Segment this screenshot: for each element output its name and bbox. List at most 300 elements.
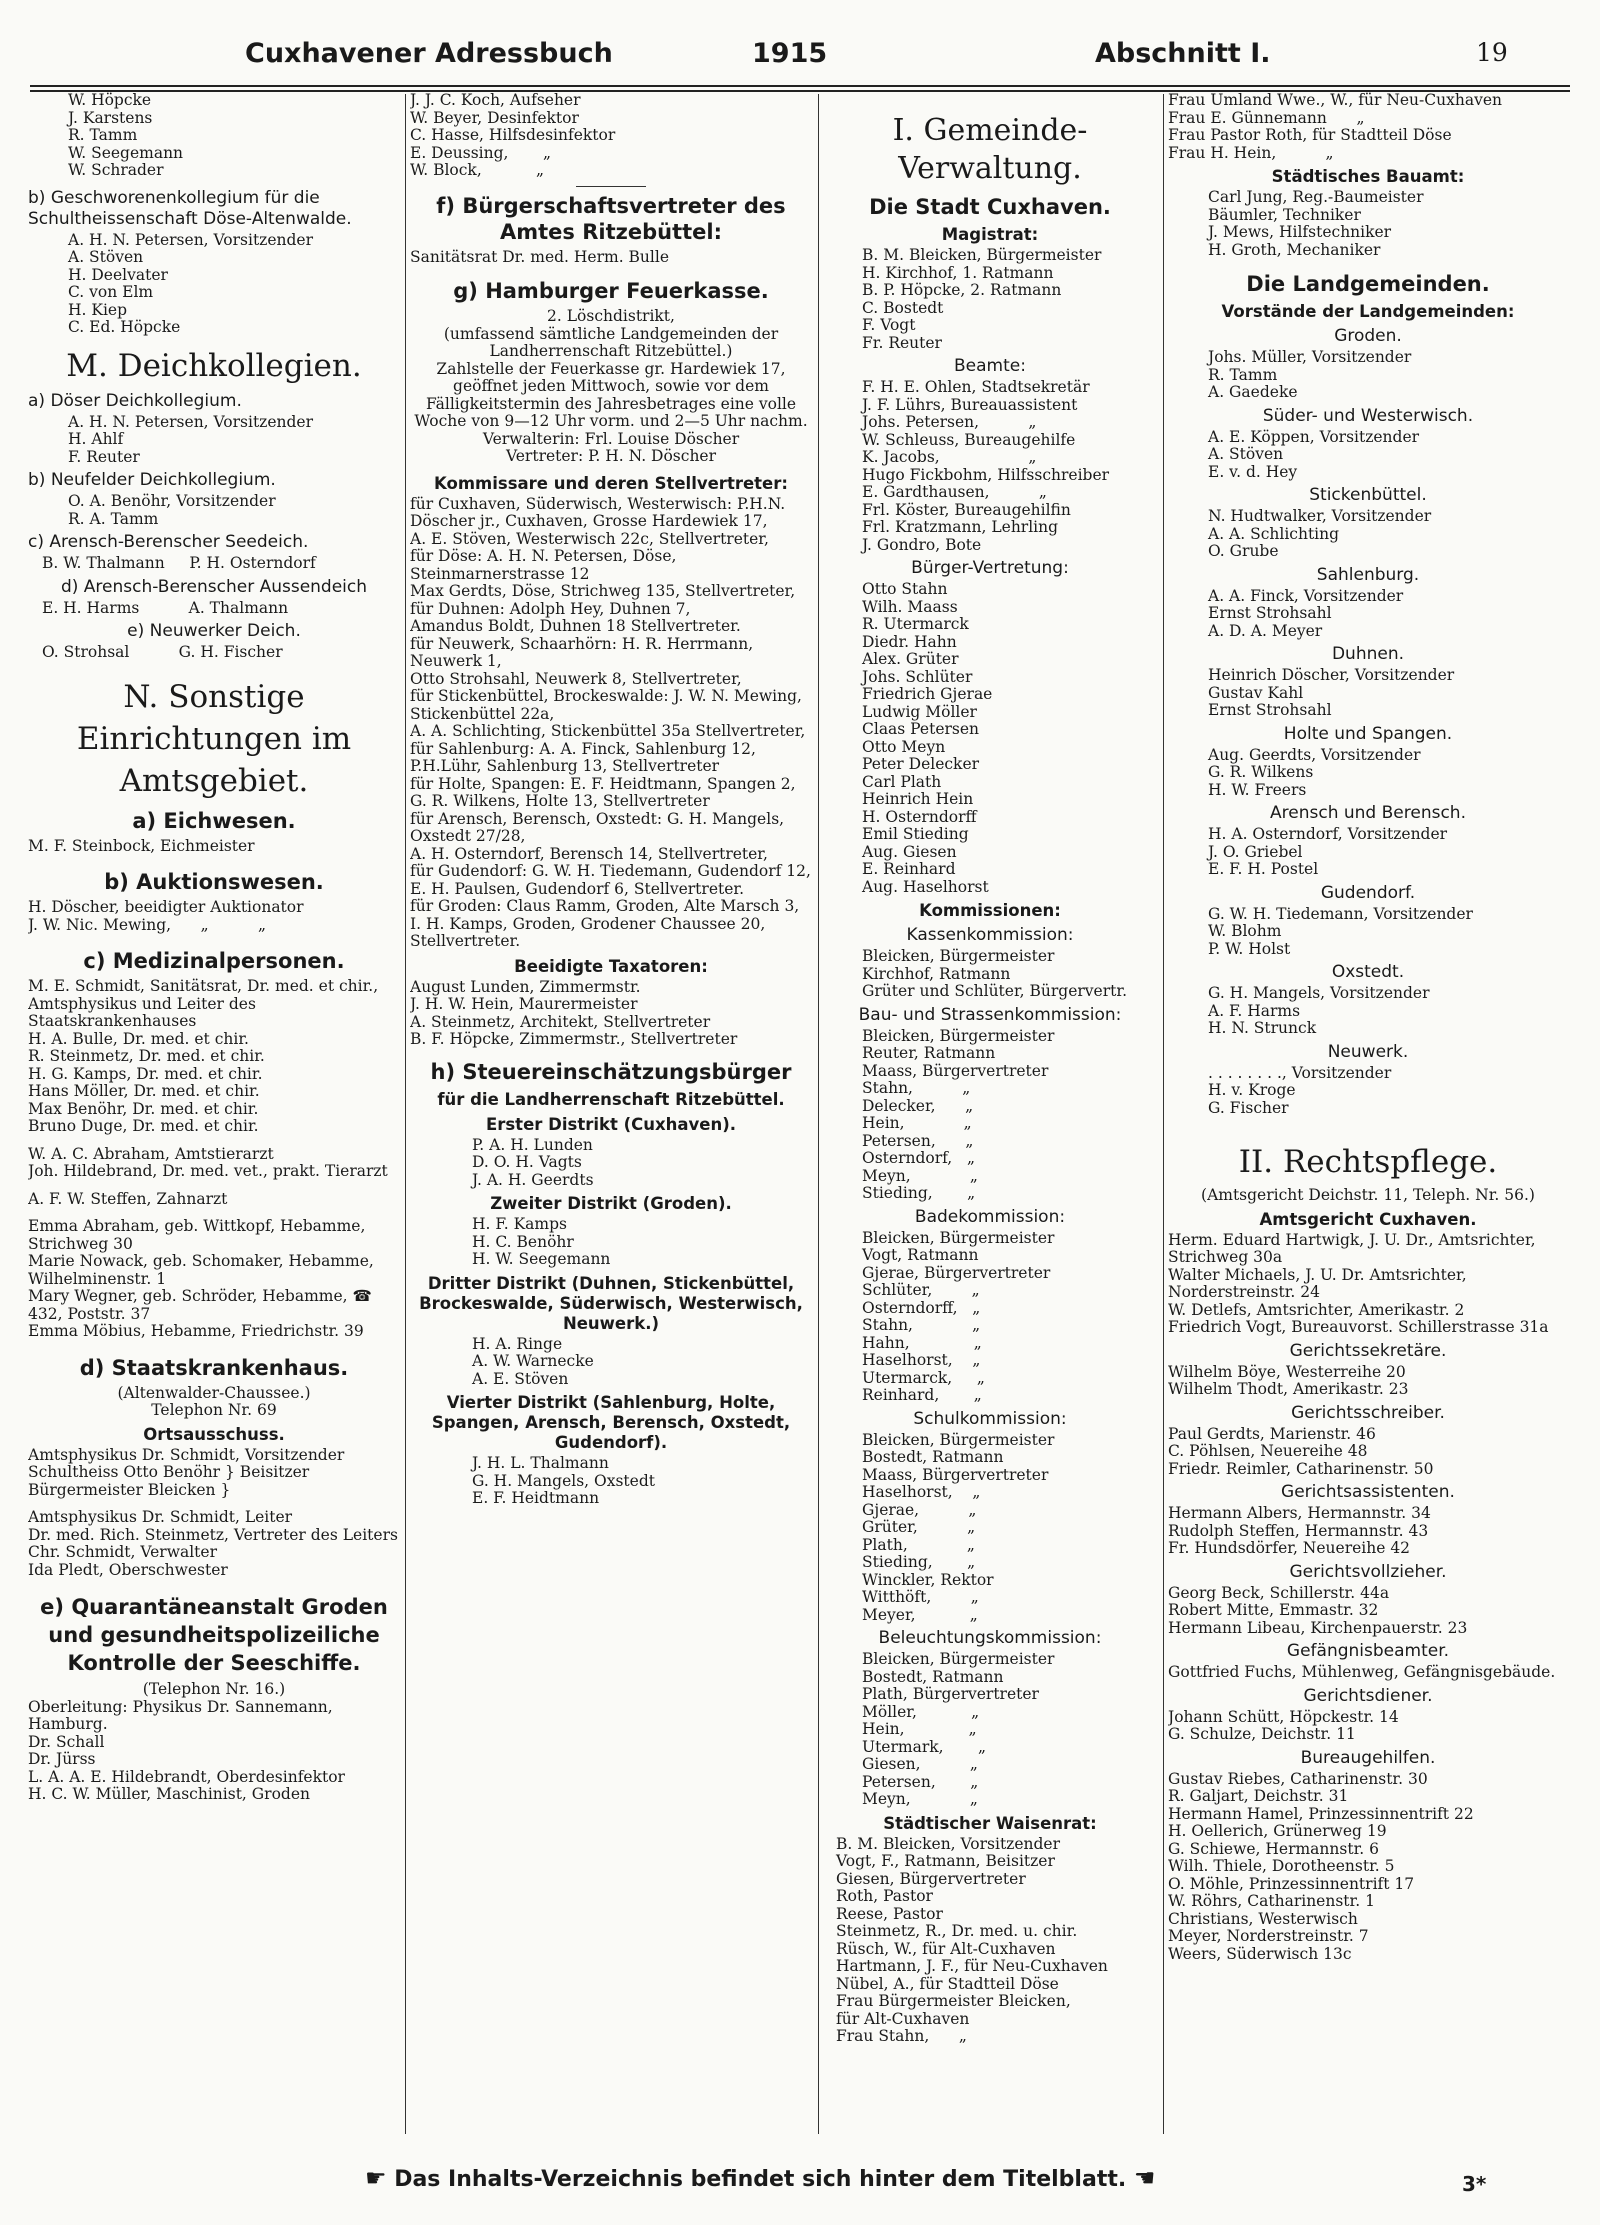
list-item: Fr. Hundsdörfer, Neuereihe 42 [1168, 1539, 1411, 1557]
subsection-title: Magistrat: [941, 225, 1039, 244]
list-item: A. E. Stöven, Westerwisch 22c, Stellvertreter, [410, 529, 769, 548]
list-item: Frl. Kratzmann, Lehrling [862, 518, 1059, 536]
list-item: Wilh. Thiele, Dorotheenstr. 5 [1168, 1857, 1395, 1875]
subsection-title: Städtisches Bauamt: [1271, 167, 1465, 186]
list-item: Emma Abraham, geb. Wittkopf, Hebamme, Strichweg 30 [28, 1217, 366, 1253]
list-item: Max Gerdts, Döse, Strichweg 135, Stellvertreter, [410, 582, 796, 600]
list-item: Gjerae, Bürgervertreter [862, 1263, 1051, 1282]
list-item: Wilhelm Thodt, Amerikastr. 23 [1168, 1380, 1409, 1398]
list-item: C. von Elm [68, 283, 154, 301]
list-item: C. Hasse, Hilfsdesinfektor [410, 126, 616, 144]
list-item: R. Steinmetz, Dr. med. et chir. [28, 1047, 265, 1065]
list-item: J. H. L. Thalmann [472, 1454, 609, 1472]
list-item: Meyn, „ [862, 1790, 978, 1808]
list-item: für Arensch, Berensch, Oxstedt: G. H. Mangels, Oxstedt 27/28, [410, 809, 785, 845]
list-item: Reuter, Ratmann [862, 1044, 996, 1062]
subsection-title: Gerichtsassistenten. [1281, 1482, 1455, 1502]
list-item: G. Schulze, Deichstr. 11 [1168, 1725, 1356, 1743]
name-list [822, 1028, 1158, 1203]
subsection-title: Beamte: [954, 356, 1026, 376]
list-item: H. W. Freers [1208, 780, 1307, 799]
list-item: Aug. Haselhorst [862, 877, 989, 896]
column-2 [410, 92, 812, 2132]
name-list [1168, 429, 1568, 482]
list-item: Schlüter, „ [862, 1281, 980, 1299]
list-item: G. H. Mangels, Vorsitzender [1208, 984, 1430, 1002]
name-list [28, 414, 400, 467]
list-item: Joh. Hildebrand, Dr. med. vet., prakt. Tierarzt [28, 1162, 388, 1180]
subsection-title: Gerichtsdiener. [1303, 1685, 1433, 1706]
name-list [1168, 508, 1568, 561]
list-item: H. Kirchhof, 1. Ratmann [862, 263, 1054, 282]
list-item: A. F. Harms [1208, 1001, 1301, 1020]
list-item: E. v. d. Hey [1208, 462, 1298, 481]
list-item: Hein, „ [862, 1720, 977, 1738]
list-item: G. R. Wilkens [1208, 763, 1314, 781]
name-list [1168, 1709, 1568, 1744]
list-item: Rudolph Steffen, Hermannstr. 43 [1168, 1521, 1429, 1540]
list-item: Haselhorst, „ [862, 1351, 981, 1369]
list-item: W. Beyer, Desinfektor [410, 108, 579, 127]
list-item: Paul Gerdts, Marienstr. 46 [1168, 1424, 1376, 1443]
list-item: Johs. Müller, Vorsitzender [1208, 348, 1412, 366]
list-item: H. Döscher, beeidigter Auktionator [28, 898, 304, 916]
list-item: für Stickenbüttel, Brockeswalde: J. W. N. Mewing, Stickenbüttel 22a, [410, 687, 802, 723]
list-item: Wilh. Maass [862, 597, 958, 616]
list-item: A. H. Osterndorf, Berensch 14, Stellvertreter, [410, 844, 768, 863]
subsection-title: Gerichtsvollzieher. [1289, 1561, 1447, 1582]
list-item: Gottfried Fuchs, Mühlenweg, Gefängnisgebäude. [1168, 1663, 1556, 1681]
subsection-title: b) Geschworenenkollegium für die Schultheissenschaft Döse-Altenwalde. [28, 187, 352, 229]
name-list [822, 1230, 1158, 1405]
subsection-title: Die Landgemeinden. [1246, 272, 1490, 296]
list-item: J. Mews, Hilfstechniker [1208, 223, 1392, 241]
list-item: Heinrich Döscher, Vorsitzender [1208, 666, 1455, 684]
list-item: Bostedt, Ratmann [862, 1448, 1004, 1466]
column-divider [405, 94, 406, 2134]
list-item: Bleicken, Bürgermeister [862, 947, 1055, 965]
list-item: August Lunden, Zimmermstr. [410, 977, 641, 996]
list-item: W. Schrader [68, 161, 164, 179]
list-item: W. Seegemann [68, 143, 184, 162]
list-item: Stieding, „ [862, 1553, 976, 1571]
list-item: Herm. Eduard Hartwigk, J. U. Dr., Amtsrichter, Strichweg 30a [1168, 1230, 1536, 1266]
list-item: E. H. Paulsen, Gudendorf 6, Stellvertreter. [410, 879, 745, 898]
subsection-title: Neuwerk. [1327, 1041, 1409, 1062]
list-item: H. C. W. Müller, Maschinist, Groden [28, 1785, 310, 1803]
list-item: B. P. Höpcke, 2. Ratmann [862, 281, 1062, 299]
list-item: 2. Löschdistrikt, [547, 307, 675, 325]
list-item: J. A. H. Geerdts [472, 1170, 594, 1189]
list-item: Amandus Boldt, Duhnen 18 Stellvertreter. [410, 617, 741, 635]
name-list [410, 496, 812, 951]
list-item: Claas Petersen [862, 720, 980, 738]
list-item: R. A. Tamm [68, 509, 159, 528]
list-item: H. Deelvater [68, 265, 168, 284]
name-line: B. W. Thalmann P. H. Osterndorf [42, 554, 316, 572]
list-item: Delecker, „ [862, 1096, 974, 1115]
list-item: G. W. H. Tiedemann, Vorsitzender [1208, 904, 1473, 923]
name-list [28, 838, 400, 856]
name-list [822, 581, 1158, 896]
pointing-hand-icon: ☚ [1133, 2164, 1156, 2192]
list-item: Frau Bürgermeister Bleicken, [836, 1992, 1071, 2010]
name-list [28, 978, 400, 1136]
list-item: Aug. Giesen [862, 842, 957, 861]
subsection-title: Schulkommission: [913, 1408, 1067, 1429]
list-item: für Döse: A. H. N. Petersen, Döse, Steinmarnerstrasse 12 [410, 547, 677, 583]
name-list [28, 1218, 400, 1341]
list-item: W. Blohm [1208, 922, 1282, 940]
list-item: Rüsch, W., für Alt-Cuxhaven [836, 1939, 1056, 1958]
list-item: E. Gardthausen, „ [862, 483, 1047, 501]
subsection-title: b) Auktionswesen. [104, 870, 324, 894]
list-item: Zahlstelle der Feuerkasse gr. Hardewiek 17, geöffnet jeden Mittwoch, sowie vor dem Fälligkeitstermin des Jahresbetrages eine volle Woche von 9—12 Uhr vorm. und 2—5 Uhr nachm. [414, 359, 808, 430]
name-list [822, 948, 1158, 1001]
list-item: G. Fischer [1208, 1098, 1289, 1117]
subsection-title: Kommissionen: [919, 901, 1061, 920]
list-item: J. W. Nic. Mewing, „ „ [28, 915, 266, 934]
list-item: Bleicken, Bürgermeister [862, 1650, 1055, 1668]
list-item: O. A. Benöhr, Vorsitzender [68, 492, 276, 510]
subsection-title: Städtischer Waisenrat: [883, 1813, 1097, 1833]
list-item: Roth, Pastor [836, 1887, 933, 1905]
book-year: 1915 [752, 38, 828, 69]
subsection-title: Zweiter Distrikt (Groden). [490, 1194, 732, 1213]
list-item: Bäumler, Techniker [1208, 205, 1361, 224]
list-item: H. G. Kamps, Dr. med. et chir. [28, 1064, 263, 1083]
column-1 [28, 92, 400, 2132]
list-item: für Groden: Claus Ramm, Groden, Alte Marsch 3, [410, 897, 800, 915]
subsection-title: Ortsausschuss. [143, 1424, 285, 1444]
subsection-title: Beeidigte Taxatoren: [514, 956, 708, 976]
name-list [1168, 1771, 1568, 1964]
list-item: Dr. med. Rich. Steinmetz, Vertreter des Leiters [28, 1525, 398, 1544]
list-item: A. F. W. Steffen, Zahnarzt [28, 1189, 228, 1208]
list-item: P. A. H. Lunden [472, 1135, 593, 1154]
list-item: für Neuwerk, Schaarhörn: H. R. Herrmann, Neuwerk 1, [410, 634, 754, 670]
list-item: Ernst Strohsahl [1208, 701, 1332, 719]
list-item: Vogt, Ratmann [862, 1246, 979, 1264]
list-item: Winckler, Rektor [862, 1570, 994, 1589]
list-item: für Holte, Spangen: E. F. Heidtmann, Spangen 2, [410, 774, 796, 793]
list-item: A. H. N. Petersen, Vorsitzender [68, 412, 314, 431]
name-list [1168, 189, 1568, 259]
list-item: Haselhorst, „ [862, 1483, 981, 1501]
list-item: H. Osterndorff [862, 807, 977, 826]
list-item: Frau Stahn, „ [836, 2027, 967, 2045]
list-item: Otto Stahn [862, 580, 948, 598]
list-item: Carl Plath [862, 772, 942, 791]
list-item: A. A. Schlichting, Stickenbüttel 35a Stellvertreter, [410, 722, 806, 740]
subsection-title: h) Steuereinschätzungsbürger [430, 1059, 792, 1084]
subsection-title: Oxstedt. [1331, 962, 1405, 982]
subsection-title: Vorstände der Landgemeinden: [1221, 302, 1515, 321]
name-list [410, 1336, 812, 1389]
name-list [1168, 747, 1568, 800]
address: (Amtsgericht Deichstr. 11, Teleph. Nr. 56.) [1201, 1186, 1535, 1204]
list-item: F. H. E. Ohlen, Stadtsekretär [862, 378, 1090, 396]
name-list [1168, 349, 1568, 402]
list-item: Ludwig Möller [862, 702, 977, 721]
list-item: Frau Umland Wwe., W., für Neu-Cuxhaven [1168, 92, 1502, 109]
subsection-title: für die Landherrenschaft Ritzebüttel. [437, 1089, 785, 1109]
name-list [1168, 1505, 1568, 1558]
name-list [28, 1509, 400, 1579]
telephone: (Telephon Nr. 16.) [142, 1680, 286, 1698]
list-item: Hermann Hamel, Prinzessinnentrift 22 [1168, 1804, 1474, 1823]
name-list [28, 493, 400, 528]
list-item: H. F. Kamps [472, 1215, 567, 1233]
list-item: Bleicken, Bürgermeister [862, 1026, 1055, 1045]
list-item: Emil Stieding [862, 825, 969, 843]
list-item: Emma Möbius, Hebamme, Friedrichstr. 39 [28, 1322, 364, 1340]
list-item: A. D. A. Meyer [1208, 621, 1323, 640]
subsection-title: Gefängnisbeamter. [1286, 1641, 1450, 1661]
name-list [1168, 826, 1568, 879]
subsection-title: Duhnen. [1331, 644, 1405, 664]
list-item: Petersen, „ [862, 1772, 979, 1791]
subsection-title: d) Arensch-Berenscher Aussendeich [60, 576, 368, 597]
list-item: H. Groth, Mechaniker [1208, 240, 1381, 259]
column-3 [822, 92, 1158, 2132]
subsection-title: Badekommission: [914, 1206, 1066, 1227]
list-item: C. Bostedt [862, 298, 944, 317]
name-list [1168, 667, 1568, 720]
list-item: E. F. Heidtmann [472, 1489, 600, 1507]
list-item: Carl Jung, Reg.-Baumeister [1208, 188, 1424, 206]
list-item: H. A. Bulle, Dr. med. et chir. [28, 1029, 249, 1048]
name-list [410, 1455, 812, 1508]
list-item: Oberleitung: Physikus Dr. Sannemann, Hamburg. [28, 1697, 333, 1733]
list-item: G. H. Mangels, Oxstedt [472, 1471, 655, 1490]
list-item: Peter Delecker [862, 755, 980, 773]
list-item: Gjerae, „ [862, 1500, 977, 1519]
list-item: I. H. Kamps, Groden, Grodener Chaussee 20, Stellvertreter. [410, 914, 766, 950]
list-item: Robert Mitte, Emmastr. 32 [1168, 1601, 1379, 1619]
list-item: Hein, „ [862, 1114, 972, 1132]
list-item: für Duhnen: Adolph Hey, Duhnen 7, [410, 599, 691, 618]
list-item: Aug. Geerdts, Vorsitzender [1208, 745, 1421, 764]
list-item: Johs. Schlüter [862, 667, 973, 686]
subsection-title: Süder- und Westerwisch. [1262, 405, 1474, 426]
subsection-title: Gudendorf. [1320, 882, 1416, 903]
list-item: H. Ahlf [68, 430, 124, 448]
list-item: Osterndorf, „ [862, 1149, 976, 1167]
list-item: Frl. Köster, Bureaugehilfin [862, 500, 1071, 519]
list-item: Möller, „ [862, 1702, 980, 1721]
list-item: . . . . . . . ., Vorsitzender [1208, 1063, 1392, 1082]
subsection-title: a) Döser Deichkollegium. [28, 390, 242, 411]
name-list [1168, 985, 1568, 1038]
list-item: Utermarck, „ [862, 1368, 985, 1387]
list-item: Bleicken, Bürgermeister [862, 1430, 1055, 1449]
subsection-title: e) Neuwerker Deich. [127, 621, 301, 641]
name-list [1168, 1364, 1568, 1399]
list-item: (umfassend sämtliche Landgemeinden der Landherrenschaft Ritzebüttel.) [443, 324, 779, 360]
list-item: B. M. Bleicken, Vorsitzender [836, 1834, 1061, 1853]
subsection-title: Erster Distrikt (Cuxhaven). [485, 1114, 737, 1134]
list-item: W. Detlefs, Amtsrichter, Amerikastr. 2 [1168, 1300, 1465, 1319]
subsection-title: c) Arensch-Berenscher Seedeich. [28, 532, 309, 552]
list-item: F. Vogt [862, 316, 916, 334]
subsection-title: Kassenkommission: [906, 925, 1074, 945]
list-item: Maass, Bürgervertreter [862, 1465, 1049, 1484]
subsection-title: Die Stadt Cuxhaven. [869, 195, 1111, 219]
column-divider [1163, 94, 1164, 2134]
name-list [1168, 1232, 1568, 1337]
list-item: Gustav Kahl [1208, 683, 1304, 702]
list-item: Giesen, „ [862, 1755, 978, 1773]
list-item: J. Karstens [68, 108, 153, 127]
subsection-title: Gerichtsschreiber. [1291, 1402, 1445, 1423]
list-item: Gustav Riebes, Catharinenstr. 30 [1168, 1769, 1428, 1788]
list-item: Nübel, A., für Stadtteil Döse [836, 1974, 1059, 1993]
name-line: O. Strohsal G. H. Fischer [42, 643, 283, 661]
subsection-title: Sahlenburg. [1316, 564, 1420, 585]
list-item: O. Möhle, Prinzessinnentrift 17 [1168, 1874, 1415, 1893]
list-item: für Cuxhaven, Süderwisch, Westerwisch: P.H.N. Döscher jr., Cuxhaven, Grosse Hardewiek 17, [410, 494, 786, 530]
subsection-title: Bürger-Vertretung: [911, 558, 1069, 578]
list-item: J. J. C. Koch, Aufseher [410, 92, 581, 109]
list-item: E. Deussing, „ [410, 143, 551, 162]
subsection-title: Groden. [1334, 326, 1402, 346]
name-list [1168, 1065, 1568, 1118]
pointing-hand-icon: ☛ [365, 2164, 387, 2192]
list-item: Otto Meyn [862, 737, 946, 756]
list-item: A. Stöven [1208, 445, 1284, 463]
name-list [822, 1432, 1158, 1625]
list-item: Hans Möller, Dr. med. et chir. [28, 1082, 260, 1100]
list-item: Friedrich Gjerae [862, 685, 993, 703]
name-list [1168, 1585, 1568, 1638]
list-item: P.H.Lühr, Sahlenburg 13, Stellvertreter [410, 757, 720, 775]
list-item: Plath, Bürgervertreter [862, 1685, 1039, 1703]
subsection-title: a) Eichwesen. [132, 808, 296, 833]
list-item: Otto Strohsahl, Neuwerk 8, Stellvertreter, [410, 669, 742, 688]
name-list [822, 379, 1158, 554]
list-item: W. Röhrs, Catharinenstr. 1 [1168, 1892, 1375, 1910]
name-list [1168, 588, 1568, 641]
list-item: Kirchhof, Ratmann [862, 964, 1011, 983]
footer-notice [365, 2164, 1155, 2192]
list-item: Sanitätsrat Dr. med. Herm. Bulle [410, 247, 670, 266]
list-item: Bostedt, Ratmann [862, 1667, 1004, 1686]
list-item: Mary Wegner, geb. Schröder, Hebamme, ☎ 432, Poststr. 37 [28, 1287, 372, 1323]
list-item: Petersen, „ [862, 1131, 974, 1150]
name-list [410, 979, 812, 1049]
list-item: A. Steinmetz, Architekt, Stellvertreter [410, 1012, 711, 1031]
name-list [1168, 92, 1568, 162]
subsection-title: f) Bürgerschaftsvertreter des Amtes Ritzebüttel: [436, 193, 786, 244]
list-item: Meyer, „ [862, 1605, 978, 1624]
signature-mark: 3* [1462, 2172, 1487, 2196]
list-item: Johann Schütt, Höpckestr. 14 [1168, 1707, 1399, 1726]
list-item: Bleicken, Bürgermeister [862, 1228, 1055, 1247]
list-item: Marie Nowack, geb. Schomaker, Hebamme, Wilhelminenstr. 1 [28, 1252, 374, 1288]
name-list [28, 899, 400, 934]
list-item: Diedr. Hahn [862, 632, 957, 651]
name-list [28, 1447, 400, 1500]
list-item: Hugo Fickbohm, Hilfsschreiber [862, 465, 1110, 484]
list-item: Hermann Albers, Hermannstr. 34 [1168, 1504, 1431, 1522]
name-list [410, 1216, 812, 1269]
list-item: M. F. Steinbock, Eichmeister [28, 836, 255, 855]
list-item: J. F. Lührs, Bureauassistent [862, 395, 1078, 414]
list-item: H. v. Kroge [1208, 1081, 1296, 1099]
list-item: Giesen, Bürgervertreter [836, 1869, 1026, 1888]
list-item: J. Gondro, Bote [862, 535, 982, 554]
list-item: Hahn, „ [862, 1333, 982, 1352]
list-item: A. A. Finck, Vorsitzender [1208, 586, 1404, 605]
column-4 [1168, 92, 1568, 2132]
list-item: Dr. Jürss [28, 1750, 96, 1768]
list-item: Bürgermeister Bleicken } [28, 1480, 231, 1499]
name-list [28, 1146, 400, 1181]
section-title: N. Sonstige Einrichtungen im Amtsgebiet. [76, 678, 352, 799]
subsection-title: c) Medizinalpersonen. [83, 949, 345, 973]
list-item: Heinrich Hein [862, 790, 974, 808]
list-item: L. A. A. E. Hildebrandt, Oberdesinfektor [28, 1767, 345, 1786]
list-item: Maass, Bürgervertreter [862, 1061, 1049, 1080]
list-item: Christians, Westerwisch [1168, 1909, 1358, 1928]
list-item: A. W. Warnecke [472, 1352, 594, 1370]
list-item: Meyer, Norderstreinstr. 7 [1168, 1927, 1369, 1945]
list-item: Reinhard, „ [862, 1386, 982, 1404]
subsection-title: Vierter Distrikt (Sahlenburg, Holte, Spangen, Arensch, Berensch, Oxstedt, Gudendorf). [431, 1393, 791, 1452]
list-item: Stieding, „ [862, 1184, 976, 1202]
list-item: H. N. Strunck [1208, 1019, 1317, 1037]
name-list [822, 1836, 1158, 2046]
list-item: G. R. Wilkens, Holte 13, Stellvertreter [410, 792, 710, 810]
subsection-title: g) Hamburger Feuerkasse. [453, 279, 769, 303]
list-item: E. F. H. Postel [1208, 860, 1319, 878]
list-item: Stahn, „ [862, 1079, 971, 1097]
list-item: Witthöft, „ [862, 1588, 979, 1606]
column-divider [818, 94, 819, 2134]
list-item: Ernst Strohsahl [1208, 604, 1332, 622]
subsection-title: Gerichtssekretäre. [1289, 1340, 1447, 1361]
name-line: E. H. Harms A. Thalmann [42, 598, 289, 617]
subsection-title: Amtsgericht Cuxhaven. [1259, 1209, 1477, 1229]
section-title: I. Gemeinde-Verwaltung. [892, 113, 1088, 186]
list-item: G. Schiewe, Hermannstr. 6 [1168, 1839, 1379, 1858]
section-title: II. Rechtspflege. [1238, 1144, 1498, 1180]
list-item: H. A. Ringe [472, 1334, 563, 1353]
section-label: Abschnitt I. [1095, 38, 1271, 69]
list-item: Grüter und Schlüter, Bürgervertr. [862, 982, 1127, 1000]
list-item: Hartmann, J. F., für Neu-Cuxhaven [836, 1957, 1108, 1975]
list-item: O. Grube [1208, 542, 1279, 560]
page-number: 19 [1476, 38, 1508, 67]
subsection-title: Holte und Spangen. [1283, 723, 1453, 744]
name-list [28, 1191, 400, 1209]
list-item: Friedr. Reimler, Catharinenstr. 50 [1168, 1459, 1434, 1478]
list-item: R. Tamm [68, 126, 138, 144]
list-item: C. Ed. Höpcke [68, 318, 181, 336]
list-item: Walter Michaels, J. U. Dr. Amtsrichter, Norderstreinstr. 24 [1168, 1265, 1467, 1301]
name-list [1168, 906, 1568, 959]
list-item: für Gudendorf: G. W. H. Tiedemann, Gudendorf 12, [410, 862, 811, 880]
name-list [410, 249, 812, 267]
list-item: W. Schleuss, Bureaugehilfe [862, 430, 1076, 449]
list-item: Wilhelm Böye, Westerreihe 20 [1168, 1362, 1406, 1381]
list-item: P. W. Holst [1208, 939, 1291, 958]
list-item: H. A. Osterndorf, Vorsitzender [1208, 825, 1448, 843]
list-item: Georg Beck, Schillerstr. 44a [1168, 1583, 1390, 1602]
name-list [410, 92, 812, 180]
subsection-title: Bureaugehilfen. [1300, 1747, 1436, 1768]
